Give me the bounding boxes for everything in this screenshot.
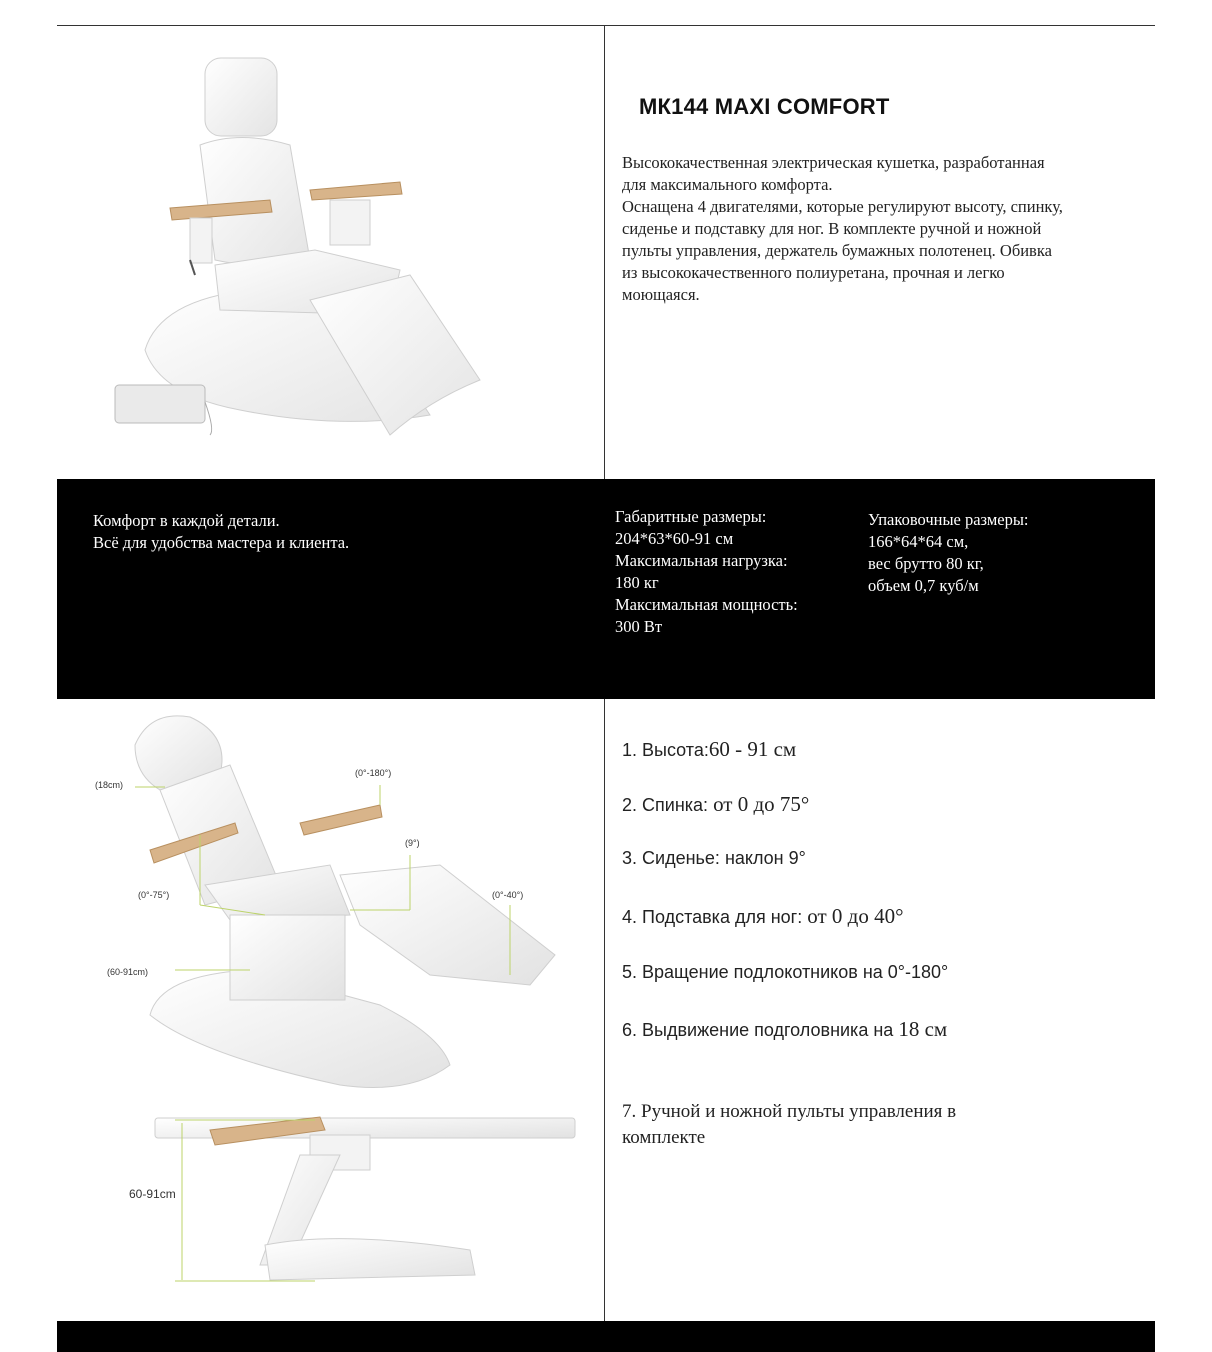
feature-backrest-value: от 0 до 75° [713,792,810,816]
feature-controls-label: 7. Ручной и ножной пульты управления в комплекте [622,1101,957,1148]
product-description: Высококачественная электрическая кушетка, разработанная для максимального комфорта. Оснащена 4 двигателями, которые регулируют высоту, спинку, сиденье и подставку для ног. В комплекте ручной и ножной пульты управления, держатель бумажных полотенец. Обивка из высококачественного полиуретана, прочная и легко моющаяся. [622,153,1063,304]
center-divider-top [604,25,605,479]
feature-headrest-label: 6. Выдвижение подголовника на [622,1020,894,1040]
band-slogan: Комфорт в каждой детали. Всё для удобства мастера и клиента. [93,511,350,552]
feature-height [622,737,796,762]
feature-seat [622,848,806,869]
label-side-height: 60-91cm [129,1187,176,1201]
feature-seat-label: 3. Сиденье: [622,848,720,868]
feature-height-value: 60 - 91 см [708,737,797,761]
label-legrest-angle: (0°-40°) [492,890,524,900]
chair-photo [100,50,580,450]
label-armrest-rotation: (0°-180°) [355,768,392,778]
feature-legrest-value: от 0 до 40° [807,904,904,928]
label-backrest-angle: (0°-75°) [138,890,170,900]
feature-backrest-label: 2. Спинка: [622,795,709,815]
feature-legrest-label: 4. Подставка для ног: [622,907,803,927]
label-headrest-extension: (18cm) [95,780,124,790]
feature-armrest-label: 5. Вращение подлокотников на 0°-180° [622,962,949,982]
feature-seat-value: наклон 9° [724,848,806,868]
feature-headrest [622,1017,947,1042]
feature-legrest [622,904,904,929]
label-height-range: (60-91cm) [107,967,149,977]
chair-dimension-diagram [80,705,580,1305]
top-rule [57,25,1155,26]
label-seat-tilt: (9°) [405,838,420,848]
feature-height-label: 1. Высота: [622,740,709,760]
feature-armrest [622,962,948,983]
band-specs: Габаритные размеры: 204*63*60-91 см Максимальная нагрузка: 180 кг Максимальная мощность: 300 Вт [615,507,798,636]
band-packaging: Упаковочные размеры: 166*64*64 см, вес брутто 80 кг, объем 0,7 куб/м [868,510,1029,595]
center-divider-bottom [604,699,605,1321]
feature-backrest [622,792,809,817]
feature-headrest-value: 18 см [898,1017,948,1041]
product-title: МК144 MAXI COMFORT [639,94,890,119]
feature-controls [622,1073,956,1151]
bottom-band [57,1321,1155,1352]
